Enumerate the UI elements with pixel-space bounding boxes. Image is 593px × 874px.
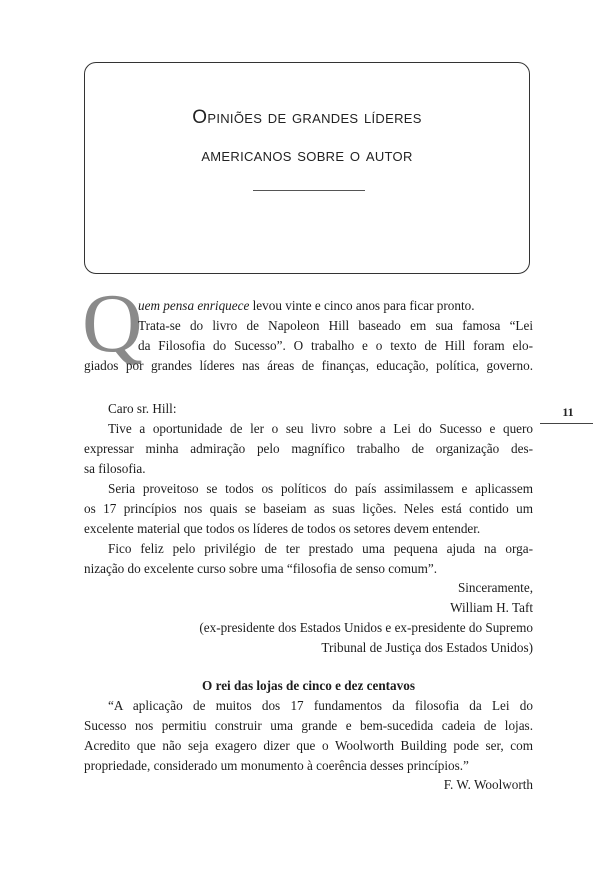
title-divider (253, 190, 365, 191)
drop-cap: Q (82, 277, 143, 370)
letter-role-line-1: (ex-presidente dos Estados Unidos e ex-presidente do Supremo (199, 620, 533, 635)
letter-p2-line-2: os 17 princípios nos quais se baseiam as suas lições. Neles está contido um (84, 501, 533, 516)
letter-role-line-2: Tribunal de Justiça dos Estados Unidos) (321, 640, 533, 655)
intro-line-2: Trata-se do livro de Napoleon Hill baseado em sua famosa “Lei (138, 318, 533, 333)
intro-line-4: giados por grandes líderes nas áreas de finanças, educação, política, governo. (84, 358, 533, 373)
page-number: 11 (562, 405, 574, 419)
letter-p1-line-3: sa filosofia. (84, 461, 146, 476)
letter-signature: William H. Taft (450, 600, 533, 615)
intro-line-3: da Filosofia do Sucesso”. O trabalho e o texto de Hill foram elo- (138, 338, 533, 353)
letter-p1-line-2: expressar minha admiração pelo magnífico trabalho de organização des- (84, 441, 533, 456)
intro-line-1 (138, 296, 533, 316)
page-number-rule (540, 423, 593, 424)
section2-line-4: propriedade, considerado um monumento à coerência desses princípios.” (84, 758, 469, 773)
chapter-title-box (84, 62, 530, 274)
letter-p2-line-3: excelente material que todos os líderes de todos os setores devem entender. (84, 521, 481, 536)
book-title: uem pensa enriquece (138, 298, 250, 313)
intro-line-1-rest: levou vinte e cinco anos para ficar pronto. (249, 298, 475, 313)
chapter-title-line-2: americanos sobre o autor (201, 145, 413, 166)
letter-salutation: Caro sr. Hill: (108, 401, 177, 416)
letter-p3-line-2: nização do excelente curso sobre uma “filosofia de senso comum”. (84, 561, 437, 576)
chapter-title-line-1: Opiniões de grandes líderes (192, 107, 422, 128)
section2-line-2: Sucesso nos permitiu construir uma grande e bem-sucedida cadeia de lojas. (84, 718, 533, 733)
section-heading: O rei das lojas de cinco e dez centavos (202, 678, 415, 693)
letter-p2-line-1: Seria proveitoso se todos os políticos do país assimilassem e aplicassem (108, 481, 533, 496)
section2-line-1: “A aplicação de muitos dos 17 fundamentos da filosofia da Lei do (108, 698, 533, 713)
section2-line-3: Acredito que não seja exagero dizer que o Woolworth Building pode ser, com (84, 738, 533, 753)
letter-p1-line-1: Tive a oportunidade de ler o seu livro sobre a Lei do Sucesso e quero (108, 421, 533, 436)
letter-closing: Sinceramente, (457, 580, 533, 595)
section2-signature: F. W. Woolworth (443, 777, 533, 792)
letter-p3-line-1: Fico feliz pelo privilégio de ter prestado uma pequena ajuda na orga- (108, 541, 533, 556)
